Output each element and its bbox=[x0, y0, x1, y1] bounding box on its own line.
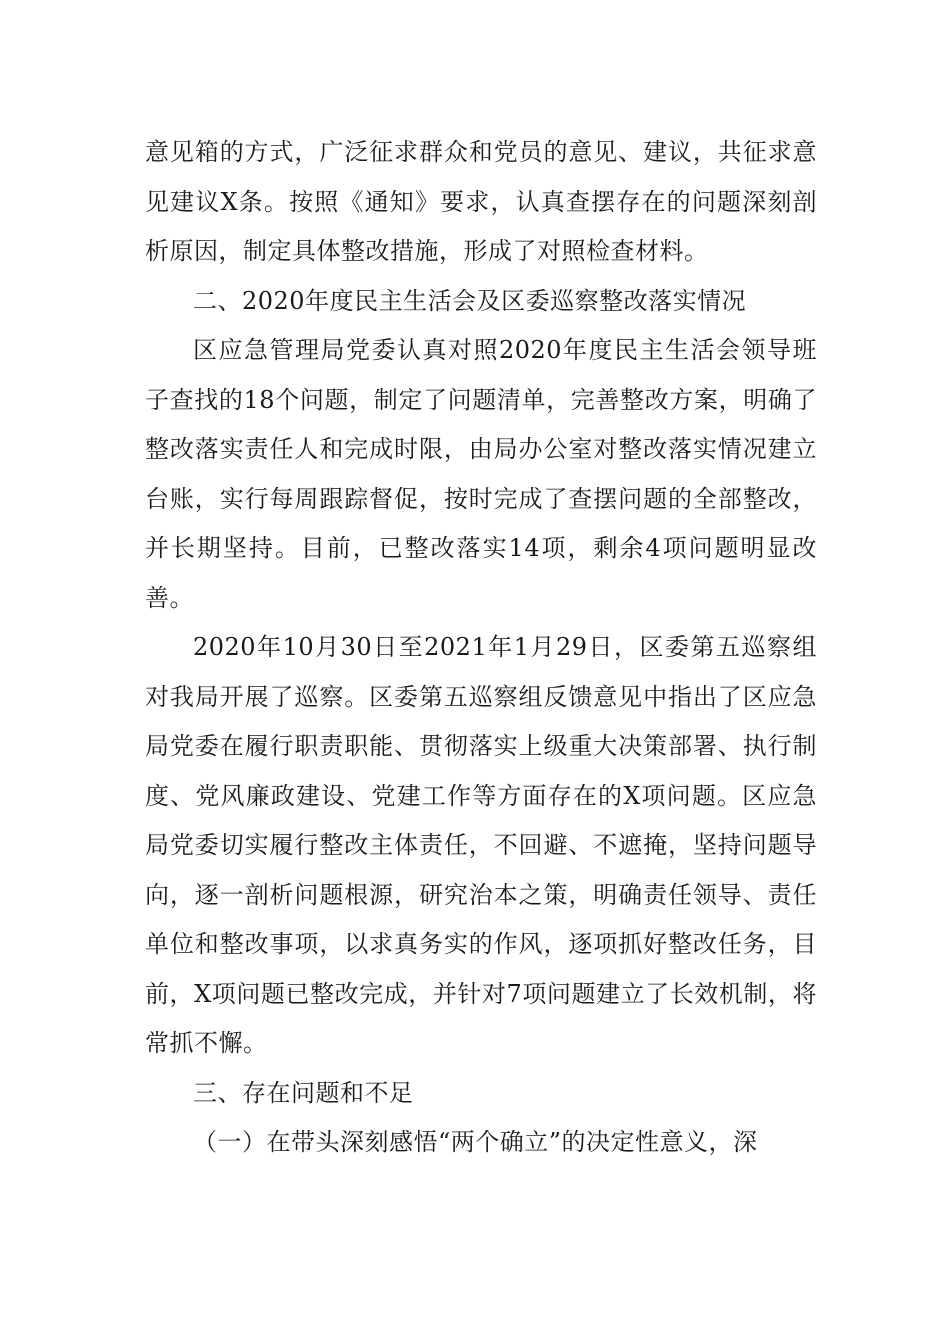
paragraph-inspection-feedback: 2020年10月30日至2021年1月29日，区委第五巡察组对我局开展了巡察。区委第五巡察组反馈意见中指出了区应急局党委在履行职责职能、贯彻落实上级重大决策部署、执行制度、党风廉政建设、党建工作等方面存在的X项问题。区应急局党委切实履行整改主体责任，不回避、不遮掩，坚持问题导向，逐一剖析问题根源，研究治本之策，明确责任领导、责任单位和整改事项，以求真务实的作风，逐项抓好整改任务，目前，X项问题已整改完成，并针对7项问题建立了长效机制，将常抓不懈。 bbox=[145, 633, 817, 1057]
section-heading-2: 二、2020年度民主生活会及区委巡察整改落实情况 bbox=[193, 286, 747, 315]
paragraph-rectification-summary: 区应急管理局党委认真对照2020年度民主生活会领导班子查找的18个问题，制定了问题清单，完善整改方案，明确了整改落实责任人和完成时限，由局办公室对整改落实情况建立台账，实行每周跟踪督促，按时完成了查摆问题的全部整改，并长期坚持。目前，已整改落实14项，剩余4项问题明显改善。 bbox=[145, 336, 817, 612]
paragraph-subsection-1: （一）在带头深刻感悟“两个确立”的决定性意义，深 bbox=[193, 1128, 758, 1156]
document-body bbox=[145, 128, 817, 1168]
paragraph-continuation: 意见箱的方式，广泛征求群众和党员的意见、建议，共征求意见建议X条。按照《通知》要求，认真查摆存在的问题深刻剖析原因，制定具体整改措施，形成了对照检查材料。 bbox=[145, 138, 817, 265]
section-heading-3: 三、存在问题和不足 bbox=[193, 1078, 414, 1107]
